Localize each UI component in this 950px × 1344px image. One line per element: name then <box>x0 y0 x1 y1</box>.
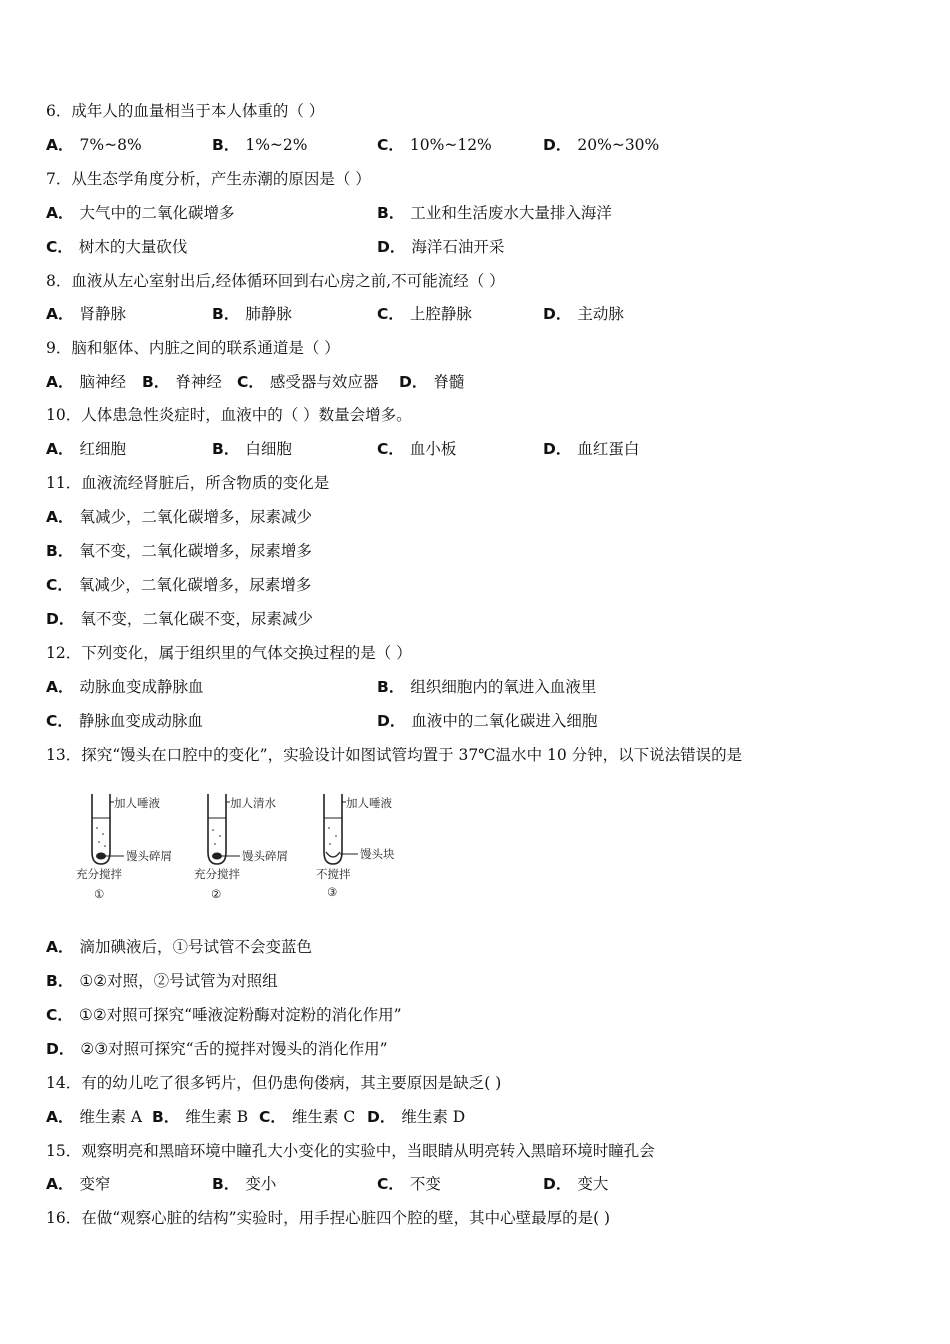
tube-2-number: ② <box>211 887 222 901</box>
q13-option-b[interactable]: B． ①②对照，②号试管为对照组 <box>46 972 278 990</box>
q15-option-a[interactable]: A． 变窄 <box>46 1175 111 1193</box>
question-7-stem: 7．从生态学角度分析，产生赤潮的原因是（ ） <box>46 170 371 188</box>
q12-option-b[interactable]: B． 组织细胞内的氧进入血液里 <box>377 678 597 696</box>
tube-1-side-label: 馒头碎屑 <box>126 849 172 863</box>
question-8-stem: 8．血液从左心室射出后,经体循环回到右心房之前,不可能流经（ ） <box>46 272 505 290</box>
q7-option-d[interactable]: D． 海洋石油开采 <box>377 238 505 256</box>
q8-option-d[interactable]: D． 主动脉 <box>543 305 624 323</box>
q13-option-a[interactable]: A． 滴加碘液后，①号试管不会变蓝色 <box>46 938 313 956</box>
question-13-stem: 13．探究“馒头在口腔中的变化”，实验设计如图试管均置于 37℃温水中 10 分钟，以下说法错误的是 <box>46 746 743 764</box>
q7-option-b[interactable]: B． 工业和生活废水大量排入海洋 <box>377 204 612 222</box>
q9-option-b[interactable]: B． 脊神经 <box>142 373 222 391</box>
tube-3-number: ③ <box>327 885 338 899</box>
question-6-stem: 6．成年人的血量相当于本人体重的（ ） <box>46 102 325 120</box>
q9-option-c[interactable]: C． 感受器与效应器 <box>237 373 379 391</box>
tube-3-side-label: 馒头块 <box>360 847 395 861</box>
q12-option-c[interactable]: C． 静脉血变成动脉血 <box>46 712 203 730</box>
q15-option-b[interactable]: B． 变小 <box>212 1175 277 1193</box>
question-10-stem: 10．人体患急性炎症时，血液中的（ ）数量会增多。 <box>46 406 412 424</box>
q8-option-b[interactable]: B． 肺静脉 <box>212 305 292 323</box>
q7-option-a[interactable]: A． 大气中的二氧化碳增多 <box>46 204 235 222</box>
tube-3-stir-label: 不搅拌 <box>316 867 351 881</box>
q15-option-c[interactable]: C． 不变 <box>377 1175 441 1193</box>
test-tube-figure <box>72 788 412 908</box>
q10-option-d[interactable]: D． 血红蛋白 <box>543 440 640 458</box>
tube-2-stir-label: 充分搅拌 <box>194 867 240 881</box>
question-12-stem: 12．下列变化，属于组织里的气体交换过程的是（ ） <box>46 644 412 662</box>
q6-option-c[interactable]: C． 10%~12% <box>377 136 492 154</box>
q14-option-a[interactable]: A． 维生素 A <box>46 1108 143 1126</box>
q8-option-a[interactable]: A． 肾静脉 <box>46 305 127 323</box>
question-15-stem: 15．观察明亮和黑暗环境中瞳孔大小变化的实验中，当眼睛从明亮转入黑暗环境时瞳孔会 <box>46 1142 655 1160</box>
question-14-stem: 14．有的幼儿吃了很多钙片，但仍患佝偻病，其主要原因是缺乏( ) <box>46 1074 502 1092</box>
q8-option-c[interactable]: C． 上腔静脉 <box>377 305 472 323</box>
q14-option-b[interactable]: B． 维生素 B <box>152 1108 249 1126</box>
q10-option-c[interactable]: C． 血小板 <box>377 440 457 458</box>
q10-option-a[interactable]: A． 红细胞 <box>46 440 127 458</box>
tube-1-number: ① <box>94 887 105 901</box>
q11-option-a[interactable]: A． 氧减少，二氧化碳增多，尿素减少 <box>46 508 313 526</box>
q10-option-b[interactable]: B． 白细胞 <box>212 440 292 458</box>
question-11-stem: 11．血液流经肾脏后，所含物质的变化是 <box>46 474 330 492</box>
q12-option-d[interactable]: D． 血液中的二氧化碳进入细胞 <box>377 712 598 730</box>
q9-option-a[interactable]: A． 脑神经 <box>46 373 127 391</box>
q6-option-a[interactable]: A． 7%~8% <box>46 136 142 154</box>
q6-option-d[interactable]: D． 20%~30% <box>543 136 660 154</box>
q11-option-c[interactable]: C． 氧减少，二氧化碳增多，尿素增多 <box>46 576 312 594</box>
q7-option-c[interactable]: C． 树木的大量砍伐 <box>46 238 188 256</box>
tube-3-top-label: 加人唾液 <box>346 796 392 810</box>
tube-2-top-label: 加人清水 <box>230 796 276 810</box>
q14-option-d[interactable]: D． 维生素 D <box>367 1108 466 1126</box>
question-9-stem: 9．脑和躯体、内脏之间的联系通道是（ ） <box>46 339 340 357</box>
tube-2-side-label: 馒头碎屑 <box>242 849 288 863</box>
q14-option-c[interactable]: C． 维生素 C <box>259 1108 356 1126</box>
q13-option-c[interactable]: C． ①②对照可探究“唾液淀粉酶对淀粉的消化作用” <box>46 1006 402 1024</box>
q15-option-d[interactable]: D． 变大 <box>543 1175 609 1193</box>
q13-option-d[interactable]: D． ②③对照可探究“舌的搅拌对馒头的消化作用” <box>46 1040 388 1058</box>
q11-option-b[interactable]: B． 氧不变，二氧化碳增多，尿素增多 <box>46 542 312 560</box>
q6-option-b[interactable]: B． 1%~2% <box>212 136 308 154</box>
q11-option-d[interactable]: D． 氧不变，二氧化碳不变，尿素减少 <box>46 610 313 628</box>
q12-option-a[interactable]: A． 动脉血变成静脉血 <box>46 678 204 696</box>
question-16-stem: 16．在做“观察心脏的结构”实验时，用手捏心脏四个腔的壁，其中心壁最厚的是( ) <box>46 1209 611 1227</box>
tube-1-top-label: 加人唾液 <box>114 796 160 810</box>
q9-option-d[interactable]: D． 脊髓 <box>399 373 465 391</box>
tube-1-stir-label: 充分搅拌 <box>76 867 122 881</box>
